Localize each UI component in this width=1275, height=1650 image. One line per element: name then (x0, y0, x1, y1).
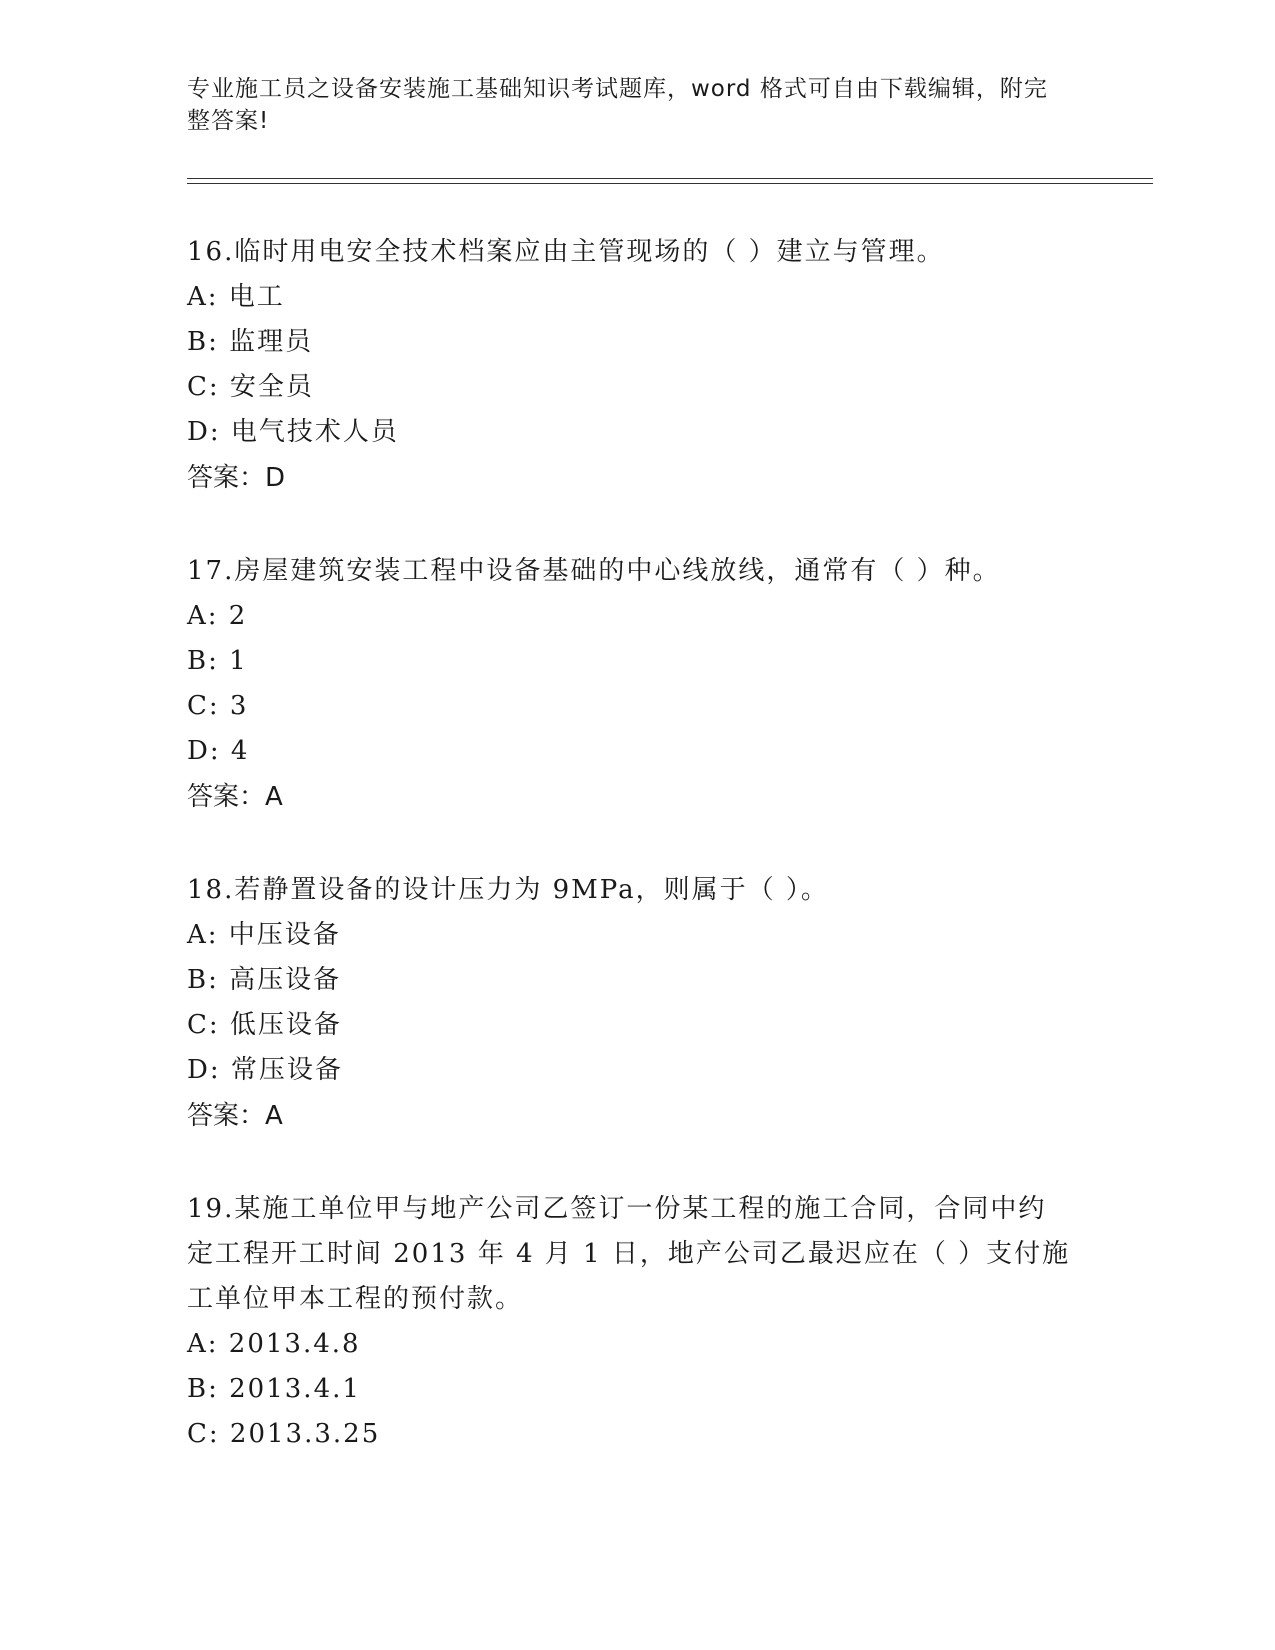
question-19 (187, 1187, 1087, 1457)
option-a: A: 中压设备 (187, 920, 341, 950)
question-stem: 17.房屋建筑安装工程中设备基础的中心线放线，通常有（ ）种。 (187, 556, 1001, 586)
answer: 答案：A (187, 782, 283, 812)
option-c: C: 3 (187, 691, 249, 721)
question-18 (187, 868, 1087, 1139)
answer: 答案：A (187, 1101, 283, 1131)
header-line-1: 专业施工员之设备安装施工基础知识考试题库，word 格式可自由下载编辑，附完 (187, 76, 1048, 102)
option-c: C: 低压设备 (187, 1010, 342, 1040)
option-a: A: 2 (187, 601, 248, 631)
option-b: B: 监理员 (187, 327, 314, 357)
document-header (187, 73, 1087, 137)
option-a: A: 电工 (187, 282, 285, 312)
question-16 (187, 230, 1087, 501)
option-c: C: 2013.3.25 (187, 1419, 381, 1449)
option-d: D: 4 (187, 736, 250, 766)
option-b: B: 高压设备 (187, 965, 342, 995)
question-stem-line-2: 定工程开工时间 2013 年 4 月 1 日，地产公司乙最迟应在（ ）支付施 (187, 1239, 1071, 1269)
option-b: B: 2013.4.1 (187, 1374, 361, 1404)
header-divider-top (187, 178, 1153, 179)
option-d: D: 常压设备 (187, 1055, 343, 1085)
option-b: B: 1 (187, 646, 248, 676)
question-stem: 18.若静置设备的设计压力为 9MPa，则属于（ ）。 (187, 875, 829, 905)
option-d: D: 电气技术人员 (187, 417, 399, 447)
header-line-2: 整答案! (187, 108, 270, 134)
header-divider-bottom (187, 183, 1153, 184)
question-17 (187, 549, 1087, 820)
question-stem-line-3: 工单位甲本工程的预付款。 (187, 1284, 524, 1314)
option-a: A: 2013.4.8 (187, 1329, 361, 1359)
question-stem: 16.临时用电安全技术档案应由主管现场的（ ）建立与管理。 (187, 237, 945, 267)
question-stem-line-1: 19.某施工单位甲与地产公司乙签订一份某工程的施工合同，合同中约 (187, 1194, 1047, 1224)
option-c: C: 安全员 (187, 372, 314, 402)
answer: 答案：D (187, 463, 286, 493)
